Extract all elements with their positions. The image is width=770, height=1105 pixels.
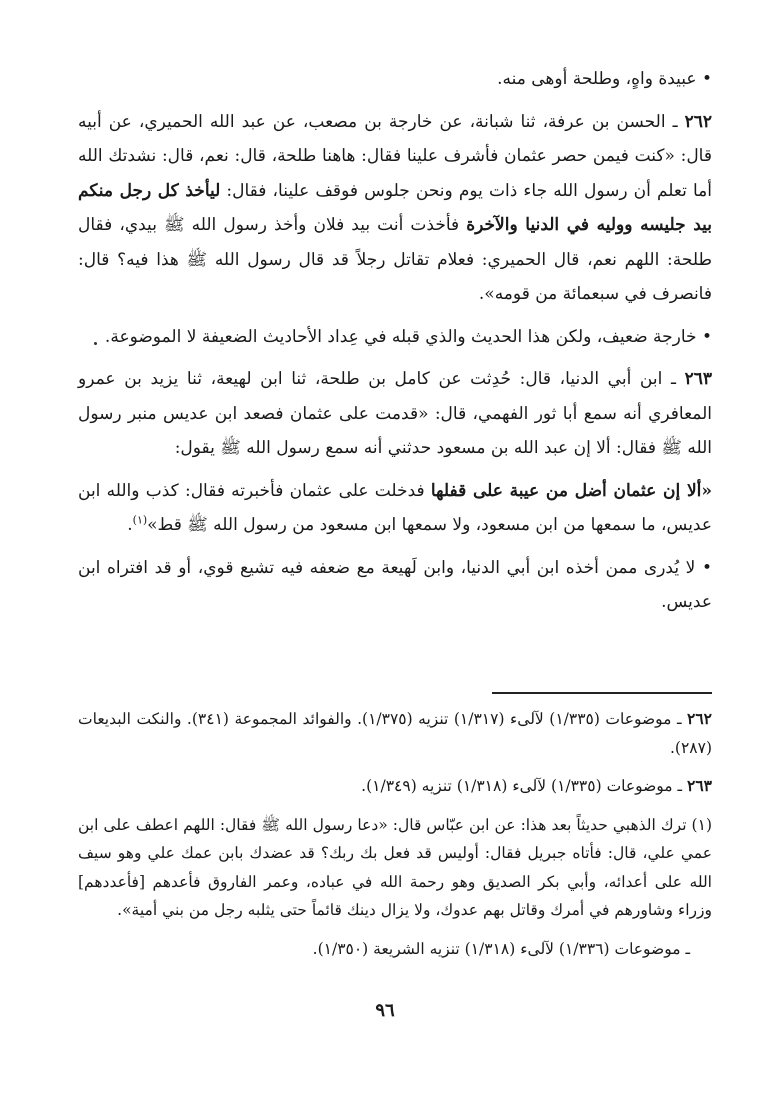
footnote-separator — [492, 692, 712, 694]
footnote-262-text: ـ موضوعات (١/٣٣٥) لآلىء (١/٣١٧) تنزيه (١/٣٧٥). والفوائد المجموعة (٣٤١). والنكت البديعات (٢٨٧). — [78, 710, 712, 757]
footnote-263-text: ـ موضوعات (١/٣٣٥) لآلىء (١/٣١٨) تنزيه (١/٣٤٩). — [361, 777, 688, 795]
footnote-1-text: (١) ترك الذهبي حديثاً بعد هذا: عن ابن عبّاس قال: «دعا رسول الله ﷺ فقال: اللهم اعطف على ابن عمي علي، قال: فأتاه جبريل فقال: أوليس قد فعل بك ربك؟ قد عضدك بابن عمك علي وهو سيف الله على أعدائه، وأبي بكر الصديق وهو رحمة الله في عباده، وعمر الفاروق فأعدهم [فأعددهم] وزراء وشاورهم في أمرك وقاتل بهم عدوك، ولا يزال دينك قائماً حتى يثلبه رجل من بني أمية». — [78, 815, 712, 919]
footnote-263 — [78, 772, 712, 801]
paragraph-1 — [78, 62, 712, 97]
hadith-262-bold-text: ليأخذ كل رجل منكم بيد جليسه ووليه في الدنيا والآخرة — [78, 180, 713, 235]
footnote-262-number: ٢٦٢ — [687, 709, 712, 728]
footnotes — [78, 705, 712, 963]
hadith-263 — [78, 362, 712, 466]
hadith-262-continuation: فأخذت أنت بيد فلان وأخذ رسول الله ﷺ بيدي، فقال طلحة: اللهم نعم، قال الحميري: فعلام تقاتل رجلاً قد قال رسول الله ﷺ هذا فيه؟ قال: فانصرف في سبعمائة من قومه». — [78, 215, 712, 304]
footnote-1 — [78, 811, 712, 925]
hadith-263-quote-text: فدخلت على عثمان فأخبرته فقال: كذب والله ابن عديس، ما سمعها من ابن مسعود، ولا سمعها ابن مسعود من رسول الله ﷺ قط» — [78, 480, 712, 535]
commentary-263 — [78, 551, 712, 620]
footnote-1-source-text: ـ موضوعات (١/٣٣٦) لآلىء (١/٣١٨) تنزيه الشريعة (١/٣٥٠). — [312, 939, 690, 958]
footnote-262 — [78, 705, 712, 762]
footnote-1-source — [78, 935, 712, 964]
commentary-263-text: • لا يُدرى ممن أخذه ابن أبي الدنيا، وابن لَهيعة مع ضعفه فيه تشيع قوي، أو قد افتراه ابن عديس. — [78, 557, 712, 612]
footnote-263-number: ٢٦٣ — [687, 776, 712, 795]
hadith-263-text: ـ ابن أبي الدنيا، قال: حُدِثت عن كامل بن طلحة، ثنا ابن لهيعة، ثنا يزيد بن عمرو المعافري أنه سمع أبا ثور الفهمي، قال: «قدمت على عثمان فصعد ابن عديس منبر رسول الله ﷺ فقال: ألا إن عبد الله بن مسعود حدثني أنه سمع رسول الله ﷺ يقول: — [78, 369, 712, 458]
hadith-262 — [78, 105, 712, 312]
footnote-marker-1: (١) — [132, 513, 148, 527]
paragraph-1-text: • عبيدة واهٍ، وطلحة أوهى منه. — [497, 69, 712, 89]
stray-dot — [94, 342, 97, 345]
hadith-263-number: ٢٦٣ — [684, 369, 712, 389]
main-text — [78, 62, 712, 620]
hadith-263-quote — [78, 474, 712, 543]
page-number: ٩٦ — [375, 1000, 395, 1021]
commentary-262 — [78, 320, 712, 355]
hadith-262-number: ٢٦٢ — [684, 111, 712, 132]
hadith-263-bold-text: ألا إن عثمان أضل من عيبة على قفلها — [430, 480, 702, 501]
commentary-262-text: • خارجة ضعيف، ولكن هذا الحديث والذي قبله في عِداد الأحاديث الضعيفة لا الموضوعة. — [104, 326, 712, 347]
hadith-262-text: ـ الحسن بن عرفة، ثنا شبانة، عن خارجة بن مصعب، عن عبد الله الحميري، عن أبيه قال: «كنت فيمن حصر عثمان فأشرف علينا فقال: هاهنا طلحة، قال: نعم، قال: نشدتك الله أما تعلم أن رسول الله جاء ذات يوم ونحن جلوس فوقف علينا، فقال: — [78, 111, 712, 201]
hadith-263-quote-open: « — [701, 480, 712, 501]
hadith-263-quote-end: . — [127, 515, 133, 535]
